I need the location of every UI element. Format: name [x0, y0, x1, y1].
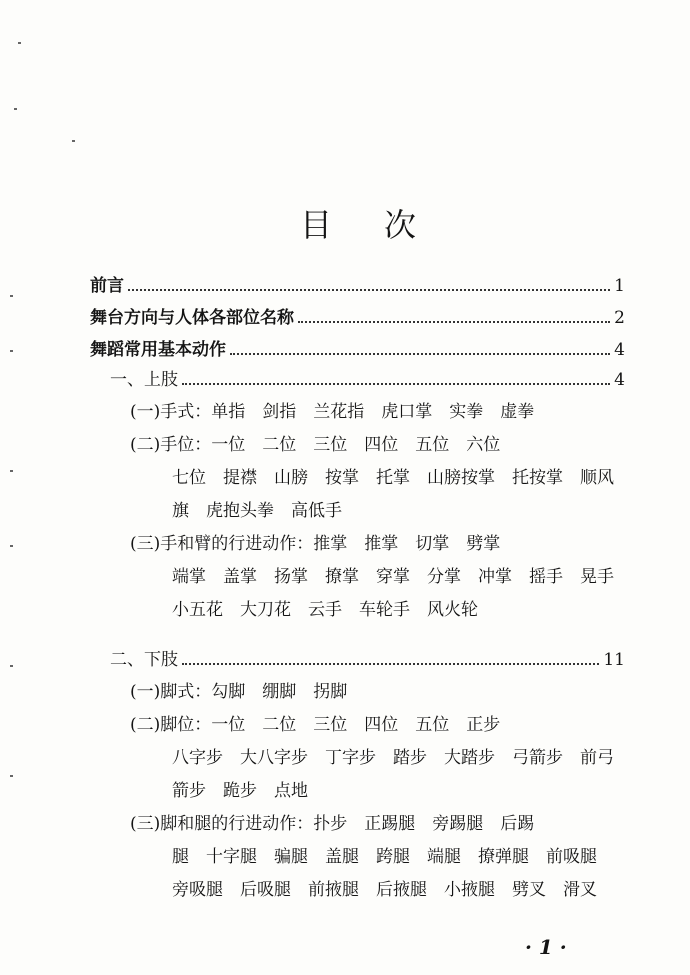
leg-movements-cont: 腿 十字腿 骗腿 盖腿 跨腿 端腿 撩弹腿 前吸腿 旁吸腿 后吸腿 前掖腿 后掖腿 小掖腿 劈叉 滑叉 — [172, 847, 614, 900]
foot-positions-cont: 八字步 大八字步 丁字步 踏步 大踏步 弓箭步 前弓箭步 跪步 点地 — [172, 748, 614, 801]
dot-leader — [230, 352, 610, 355]
margin-speck — [10, 295, 13, 297]
toc-label: 舞蹈常用基本动作 — [90, 340, 226, 360]
foot-forms: (一)脚式：勾脚 绷脚 拐脚 — [130, 682, 348, 702]
dot-leader — [182, 662, 599, 665]
page-title — [300, 200, 416, 246]
toc-entry-basic-moves — [90, 340, 625, 360]
hand-positions-cont: 七位 提襟 山膀 按掌 托掌 山膀按掌 托按掌 顺风旗 虎抱头拳 高低手 — [172, 468, 614, 521]
arm-movements-cont: 端掌 盖掌 扬掌 撩掌 穿掌 分掌 冲掌 摇手 晃手 小五花 大刀花 云手 车轮手 风火轮 — [172, 567, 631, 620]
toc-label: 前言 — [90, 276, 124, 296]
toc-entry-stage — [90, 308, 625, 328]
margin-speck — [14, 108, 17, 110]
margin-speck — [10, 775, 13, 777]
margin-speck — [10, 665, 13, 667]
toc-page: 4 — [614, 370, 625, 390]
margin-speck — [10, 350, 13, 352]
leg-movements: (三)脚和腿的行进动作：扑步 正踢腿 旁踢腿 后踢 — [130, 814, 535, 834]
lower-subsection — [130, 676, 630, 907]
toc-entry-lower-limb — [110, 650, 625, 670]
arm-movements: (三)手和臂的行进动作：推掌 推掌 切掌 劈掌 — [130, 534, 501, 554]
dot-leader — [298, 320, 610, 323]
toc-entry-preface — [90, 276, 625, 296]
toc-label: 一、上肢 — [110, 370, 178, 390]
margin-speck — [72, 140, 75, 142]
toc-page: 4 — [614, 340, 625, 360]
toc-page: 2 — [614, 308, 625, 328]
margin-speck — [10, 470, 13, 472]
margin-speck — [10, 545, 13, 547]
title-char-2: 次 — [384, 206, 417, 244]
toc-page: 11 — [603, 650, 625, 670]
toc-entry-upper-limb — [110, 370, 625, 390]
toc-label: 舞台方向与人体各部位名称 — [90, 308, 294, 328]
toc-page: 1 — [614, 276, 625, 296]
hand-positions: (二)手位：一位 二位 三位 四位 五位 六位 — [130, 435, 501, 455]
toc-label: 二、下肢 — [110, 650, 178, 670]
margin-speck — [18, 42, 21, 44]
dot-leader — [128, 288, 610, 291]
page-number: · 1 · — [525, 935, 567, 959]
foot-positions: (二)脚位：一位 二位 三位 四位 五位 正步 — [130, 715, 501, 735]
upper-subsection — [130, 396, 630, 627]
title-char-1: 目 — [300, 206, 333, 244]
dot-leader — [182, 382, 610, 385]
hand-forms: (一)手式：单指 剑指 兰花指 虎口掌 实拳 虚拳 — [130, 402, 535, 422]
